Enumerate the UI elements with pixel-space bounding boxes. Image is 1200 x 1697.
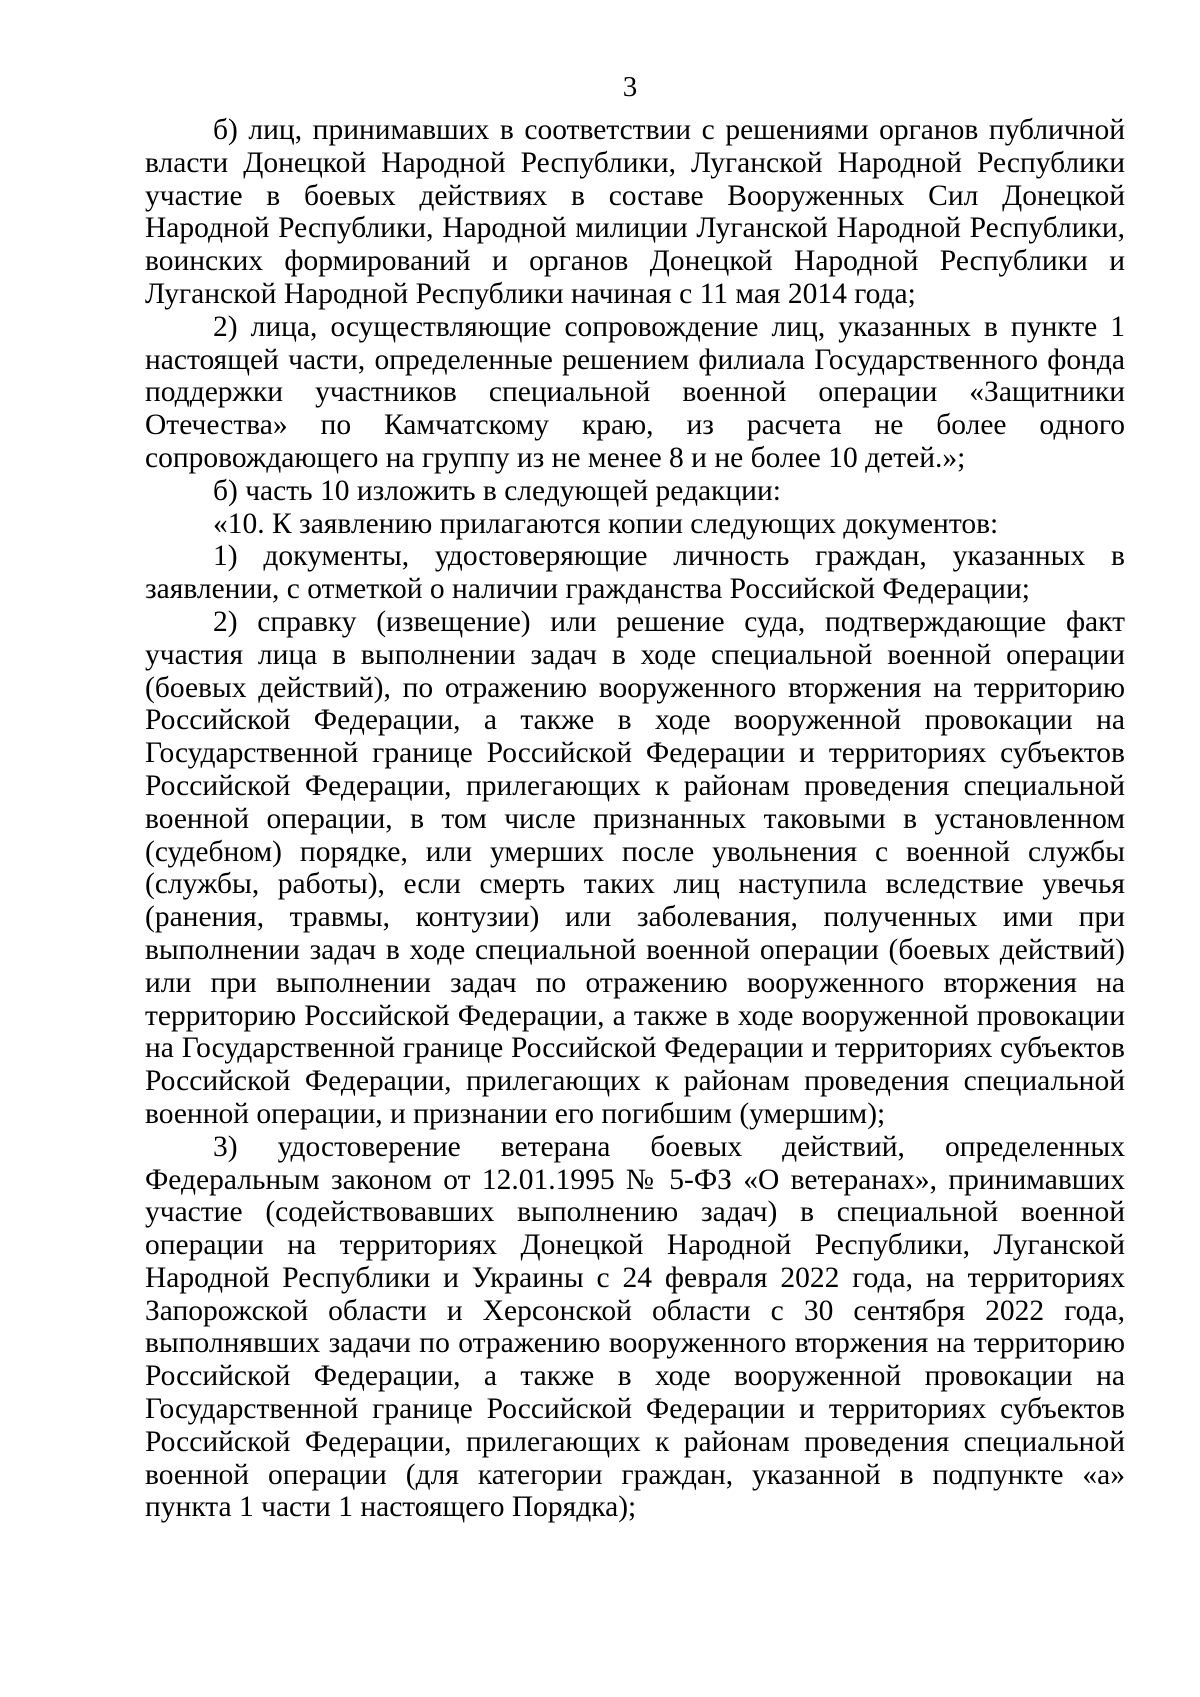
paragraph-part-10-amendment: б) часть 10 изложить в следующей редакции: xyxy=(213,474,781,507)
paragraph-10-intro: «10. К заявлению прилагаются копии следующих документов: xyxy=(213,507,999,540)
page-number: 3 xyxy=(622,71,638,103)
document-body xyxy=(145,114,1125,1524)
paragraph-2-escorts: 2) лица, осуществляющие сопровождение лиц, указанных в пункте 1 настоящей части, определенные решением филиала Государственного фонда поддержки участников специальной военной операции «Защитники Отечества» по Камчатскому краю, из расчета не более одного сопровождающего на группу из не менее 8 и не более 10 детей.»; xyxy=(145,310,1125,474)
paragraph-item-3-veteran-id: 3) удостоверение ветерана боевых действий, определенных Федеральным законом от 12.01.1995 № 5-ФЗ «О ветеранах», принимавших участие (содействовавших выполнению задач) в специальной военной операции на территориях Донецкой Народной Республики, Луганской Народной Республики и Украины с 24 февраля 2022 года, на территориях Запорожской области и Херсонской области с 30 сентября 2022 года, выполнявших задачи по отражению вооруженного вторжения на территорию Российской Федерации, а также в ходе вооруженной провокации на Государственной границе Российской Федерации и территориях субъектов Российской Федерации, прилегающих к районам проведения специальной военной операции (для категории граждан, указанной в подпункте «а» пункта 1 части 1 настоящего Порядка); xyxy=(145,1130,1125,1524)
paragraph-item-2-certificate: 2) справку (извещение) или решение суда, подтверждающие факт участия лица в выполнении задач в ходе специальной военной операции (боевых действий), по отражению вооруженного вторжения на территорию Российской Федерации, а также в ходе вооруженной провокации на Государственной границе Российской Федерации и территориях субъектов Российской Федерации, прилегающих к районам проведения специальной военной операции, в том числе признанных таковыми в установленном (судебном) порядке, или умерших после увольнения с военной службы (службы, работы), если смерть таких лиц наступила вследствие увечья (ранения, травмы, контузии) или заболевания, полученных ими при выполнении задач в ходе специальной военной операции (боевых действий) или при выполнении задач по отражению вооруженного вторжения на территорию Российской Федерации, а также в ходе вооруженной провокации на Государственной границе Российской Федерации и территориях субъектов Российской Федерации, прилегающих к районам проведения специальной военной операции, и признании его погибшим (умершим); xyxy=(145,605,1125,1130)
paragraph-1b-persons: б) лиц, принимавших в соответствии с решениями органов публичной власти Донецкой Народной Республики, Луганской Народной Республики участие в боевых действиях в составе Вооруженных Сил Донецкой Народной Республики, Народной милиции Луганской Народной Республики, воинских формирований и органов Донецкой Народной Республики и Луганской Народной Республики начиная с 11 мая 2014 года; xyxy=(145,114,1125,310)
paragraph-item-1-identity-docs: 1) документы, удостоверяющие личность граждан, указанных в заявлении, с отметкой о наличии гражданства Российской Федерации; xyxy=(145,540,1125,606)
